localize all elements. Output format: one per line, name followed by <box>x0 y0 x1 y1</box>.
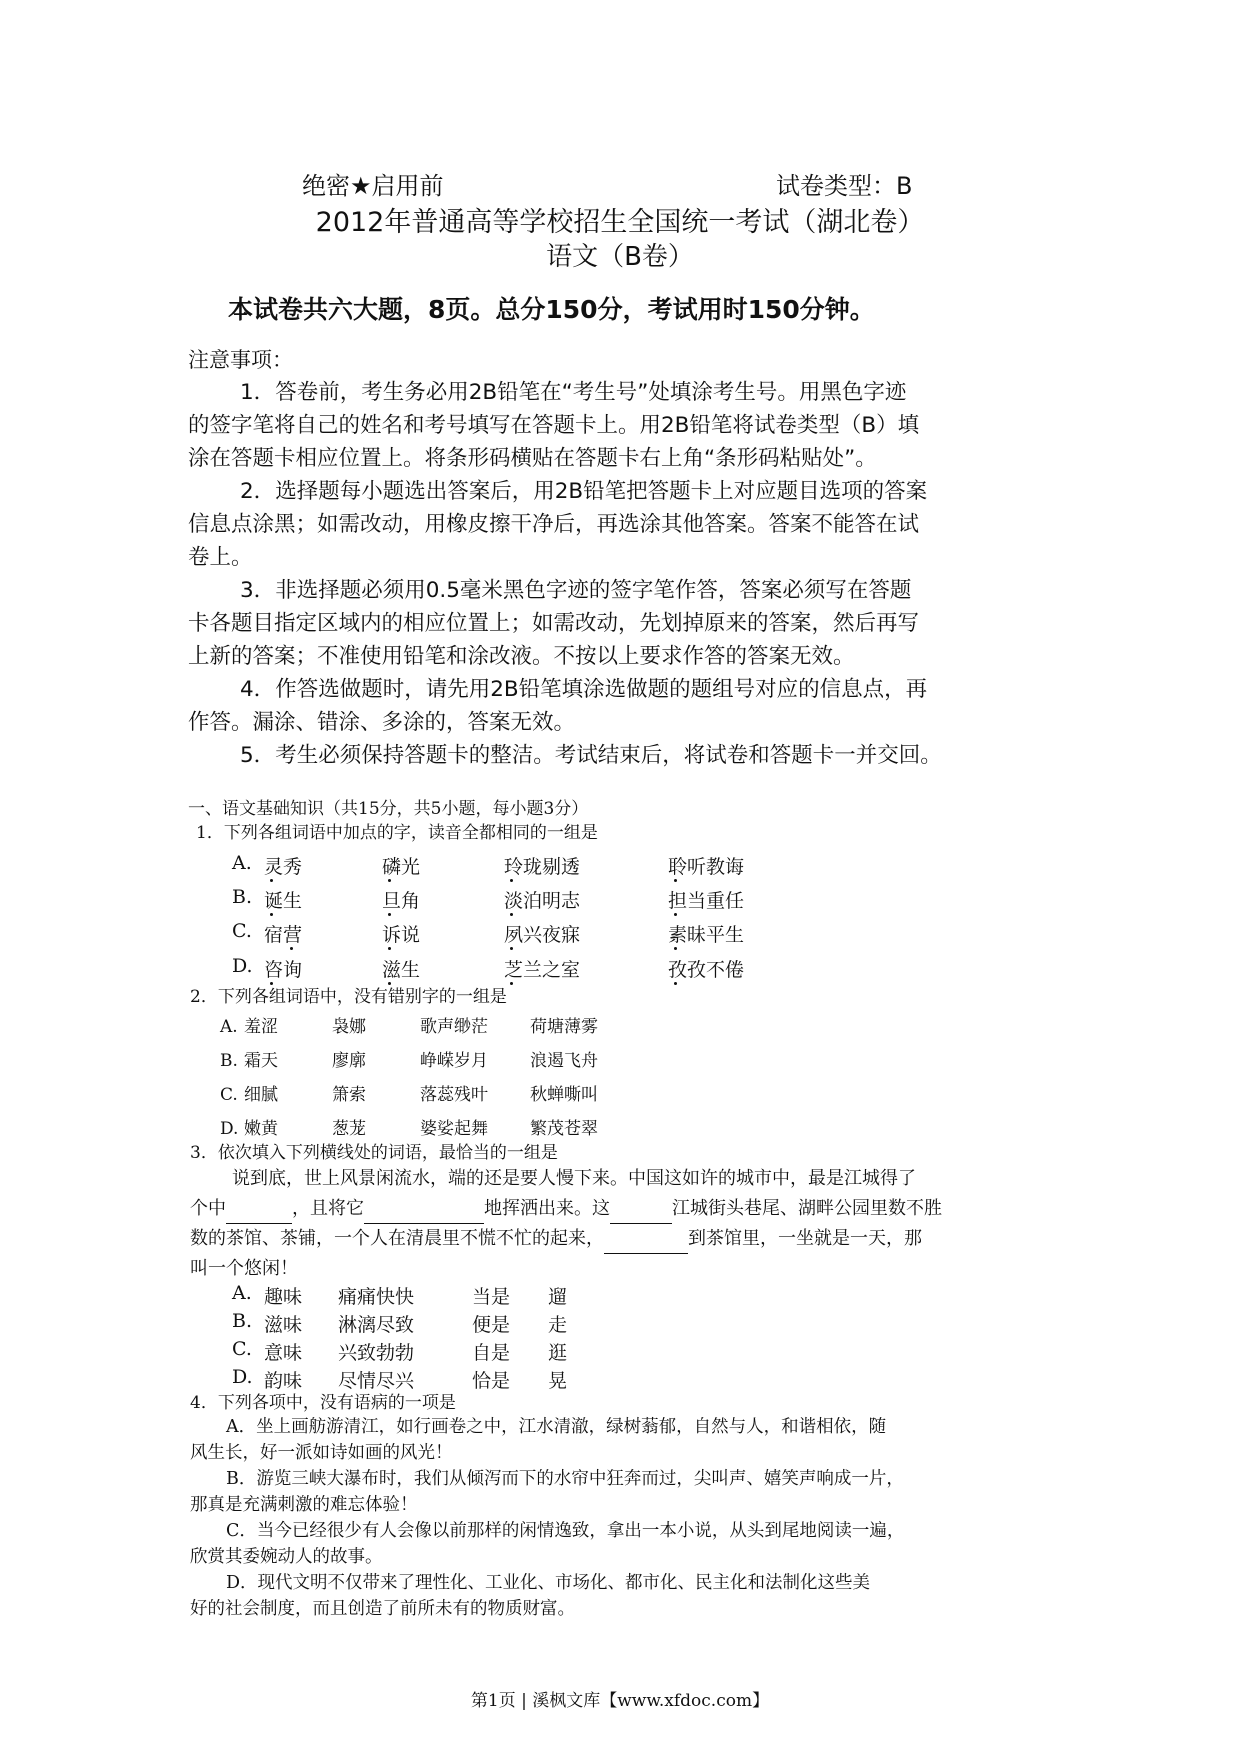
question-3-stem: 3．依次填入下列横线处的词语，最恰当的一组是 <box>190 1143 558 1163</box>
emphasis-dot <box>510 947 513 950</box>
option-word: 韵味 <box>264 1370 303 1392</box>
option-word: 霜天 <box>244 1051 278 1071</box>
option-word: 遛 <box>548 1286 568 1308</box>
note-number: 5． <box>240 743 276 768</box>
option-label: C. <box>220 1085 238 1105</box>
blank-line <box>604 1233 688 1254</box>
q2-option-d <box>220 1114 598 1139</box>
option-word: 夙兴夜寐 <box>504 924 581 946</box>
page-footer: 第1页 | 溪枫文库【www.xfdoc.com】 <box>470 1691 770 1711</box>
passage-line: 说到底，世上风景闲流水，端的还是要人慢下来。中国这如许的城市中，最是江城得了 <box>232 1168 916 1189</box>
option-word: 滋生 <box>382 959 421 981</box>
option-word: 意味 <box>264 1342 303 1364</box>
emphasis-dot <box>674 879 677 882</box>
option-word: 嫩黄 <box>244 1119 278 1139</box>
passage-line: 叫一个悠闲！ <box>190 1258 298 1279</box>
notes-title: 注意事项： <box>188 348 293 372</box>
option-label: B. <box>232 1310 253 1332</box>
option-word: 葱茏 <box>332 1119 366 1139</box>
option-word: 担当重任 <box>668 890 745 912</box>
option-label: A. <box>220 1017 238 1037</box>
note-item <box>188 739 1058 772</box>
option-label: B. <box>220 1051 238 1071</box>
option-label: D. <box>220 1119 239 1139</box>
option-word: 诉说 <box>382 924 421 946</box>
option-word: 逛 <box>548 1342 568 1364</box>
exam-title: 2012年普通高等学校招生全国统一考试（湖北卷） <box>315 207 925 238</box>
exam-subtitle: 语文（B卷） <box>546 242 694 272</box>
option-word: 淡泊明志 <box>504 890 581 912</box>
option-word: 当是 <box>472 1286 511 1308</box>
option-word: 羞涩 <box>244 1017 278 1037</box>
passage-text: 江城街头巷尾、湖畔公园里数不胜 <box>672 1198 942 1219</box>
option-word: 灵秀 <box>264 856 303 878</box>
note-text: 作答。漏涂、错涂、多涂的，答案无效。 <box>188 710 576 735</box>
emphasis-dot <box>674 982 677 985</box>
option-word: 自是 <box>472 1342 511 1364</box>
option-word: 繁茂苍翠 <box>530 1119 598 1139</box>
option-word: 走 <box>548 1314 568 1336</box>
option-word: 荷塘薄雾 <box>530 1017 598 1037</box>
passage-line <box>190 1224 1070 1254</box>
note-number: 3． <box>240 578 276 603</box>
option-word: 聆听教诲 <box>668 856 745 878</box>
option-word: 歌声缈茫 <box>420 1017 488 1037</box>
note-text: 卷上。 <box>188 545 253 570</box>
option-word: 尽情尽兴 <box>338 1370 415 1392</box>
q4-option-b-cont: 那真是充满刺激的难忘体验！ <box>190 1495 418 1515</box>
paper-type-label: 试卷类型：B <box>776 172 913 200</box>
option-word: 婆娑起舞 <box>420 1119 488 1139</box>
confidential-label: 绝密★启用前 <box>302 172 444 200</box>
option-label: C. <box>232 920 252 942</box>
option-word: 箫索 <box>332 1085 366 1105</box>
option-word: 恰是 <box>472 1370 511 1392</box>
option-word: 宿营 <box>264 924 303 946</box>
note-text: 作答选做题时，请先用2B铅笔填涂选做题的题组号对应的信息点，再 <box>275 677 928 702</box>
question-4-options <box>190 1414 1070 1622</box>
note-text: 非选择题必须用0.5毫米黑色字迹的签字笔作答，答案必须写在答题 <box>275 578 912 603</box>
exam-summary: 本试卷共六大题，8页。总分150分，考试用时150分钟。 <box>228 295 875 324</box>
option-word: 咨询 <box>264 959 303 981</box>
q4-option-c-cont: 欣赏其委婉动人的故事。 <box>190 1547 383 1567</box>
note-text: 上新的答案；不准使用铅笔和涂改液。不按以上要求作答的答案无效。 <box>188 644 855 669</box>
q4-option-a: A．坐上画舫游清江，如行画卷之中，江水清澈，绿树蓊郁，自然与人，和谐相依，随 <box>226 1417 887 1437</box>
emphasis-dot <box>510 982 513 985</box>
option-label: B. <box>232 886 253 908</box>
blank-line <box>226 1203 292 1224</box>
option-word: 玲珑剔透 <box>504 856 581 878</box>
option-label: D. <box>232 955 253 977</box>
emphasis-dot <box>388 947 391 950</box>
note-number: 2． <box>240 479 276 504</box>
q2-option-c <box>220 1080 598 1105</box>
section-heading: 一、语文基础知识（共15分，共5小题，每小题3分） <box>188 799 589 819</box>
emphasis-dot <box>510 879 513 882</box>
option-word: 袅娜 <box>332 1017 366 1037</box>
q4-option-d-cont: 好的社会制度，而且创造了前所未有的物质财富。 <box>190 1599 575 1619</box>
passage-text: 个中 <box>190 1198 226 1219</box>
option-word: 晃 <box>548 1370 568 1392</box>
note-item <box>188 376 1058 475</box>
note-number: 1． <box>240 380 276 405</box>
option-word: 便是 <box>472 1314 511 1336</box>
passage-text: 地挥洒出来。这 <box>484 1198 610 1219</box>
option-word: 落蕊残叶 <box>420 1085 488 1105</box>
passage-text: 数的茶馆、茶铺，一个人在清晨里不慌不忙的起来， <box>190 1228 604 1249</box>
emphasis-dot <box>388 913 391 916</box>
note-text: 选择题每小题选出答案后，用2B铅笔把答题卡上对应题目选项的答案 <box>275 479 928 504</box>
emphasis-dot <box>674 913 677 916</box>
option-word: 芝兰之室 <box>504 959 581 981</box>
q2-option-a <box>220 1012 598 1037</box>
option-word: 磷光 <box>382 856 421 878</box>
emphasis-dot <box>290 947 293 950</box>
q4-option-b: B．游览三峡大瀑布时，我们从倾泻而下的水帘中狂奔而过，尖叫声、嬉笑声响成一片， <box>226 1469 904 1489</box>
note-item <box>188 475 1058 574</box>
q4-option-a-cont: 风生长，好一派如诗如画的风光！ <box>190 1443 453 1463</box>
note-text: 的签字笔将自己的姓名和考号填写在答题卡上。用2B铅笔将试卷类型（B）填 <box>188 413 920 438</box>
option-word: 旦角 <box>382 890 421 912</box>
option-label: A. <box>232 1282 252 1304</box>
blank-line <box>610 1203 672 1224</box>
question-1-stem: 1．下列各组词语中加点的字，读音全都相同的一组是 <box>196 823 598 843</box>
option-word: 兴致勃勃 <box>338 1342 415 1364</box>
option-word: 素昧平生 <box>668 924 745 946</box>
note-text: 信息点涂黑；如需改动，用橡皮擦干净后，再选涂其他答案。答案不能答在试 <box>188 512 920 537</box>
q4-option-d: D．现代文明不仅带来了理性化、工业化、市场化、都市化、民主化和法制化这些美 <box>226 1573 871 1593</box>
option-word: 滋味 <box>264 1314 303 1336</box>
passage-line <box>190 1194 1070 1224</box>
note-text: 答卷前，考生务必用2B铅笔在“考生号”处填涂考生号。用黑色字迹 <box>275 380 907 405</box>
option-word: 淋漓尽致 <box>338 1314 415 1336</box>
option-word: 诞生 <box>264 890 303 912</box>
emphasis-dot <box>388 879 391 882</box>
emphasis-dot <box>270 913 273 916</box>
question-3-passage <box>190 1164 1070 1284</box>
note-text: 考生必须保持答题卡的整洁。考试结束后，将试卷和答题卡一并交回。 <box>275 743 942 768</box>
option-label: C. <box>232 1338 252 1360</box>
emphasis-dot <box>270 879 273 882</box>
note-item <box>188 574 1058 673</box>
question-2-stem: 2．下列各组词语中，没有错别字的一组是 <box>190 987 507 1007</box>
option-word: 趣味 <box>264 1286 303 1308</box>
note-text: 卡各题目指定区域内的相应位置上；如需改动，先划掉原来的答案，然后再写 <box>188 611 920 636</box>
note-number: 4． <box>240 677 276 702</box>
option-word: 浪遏飞舟 <box>530 1051 598 1071</box>
passage-text: ，且将它 <box>292 1198 364 1219</box>
q4-option-c: C．当今已经很少有人会像以前那样的闲情逸致，拿出一本小说，从头到尾地阅读一遍， <box>226 1521 905 1541</box>
q2-option-b <box>220 1046 598 1071</box>
option-label: D. <box>232 1366 253 1388</box>
option-word: 细腻 <box>244 1085 278 1105</box>
emphasis-dot <box>510 913 513 916</box>
option-word: 峥嵘岁月 <box>420 1051 488 1071</box>
option-word: 痛痛快快 <box>338 1286 415 1308</box>
note-item <box>188 673 1058 739</box>
option-word: 秋蝉嘶叫 <box>530 1085 598 1105</box>
blank-line <box>364 1203 484 1224</box>
passage-text: 到茶馆里，一坐就是一天，那 <box>688 1228 922 1249</box>
question-4-stem: 4．下列各项中，没有语病的一项是 <box>190 1393 456 1413</box>
option-word: 廖廓 <box>332 1051 366 1071</box>
note-text: 涂在答题卡相应位置上。将条形码横贴在答题卡右上角“条形码粘贴处”。 <box>188 446 877 471</box>
option-word: 孜孜不倦 <box>668 959 745 981</box>
option-label: A. <box>232 852 252 874</box>
emphasis-dot <box>674 947 677 950</box>
